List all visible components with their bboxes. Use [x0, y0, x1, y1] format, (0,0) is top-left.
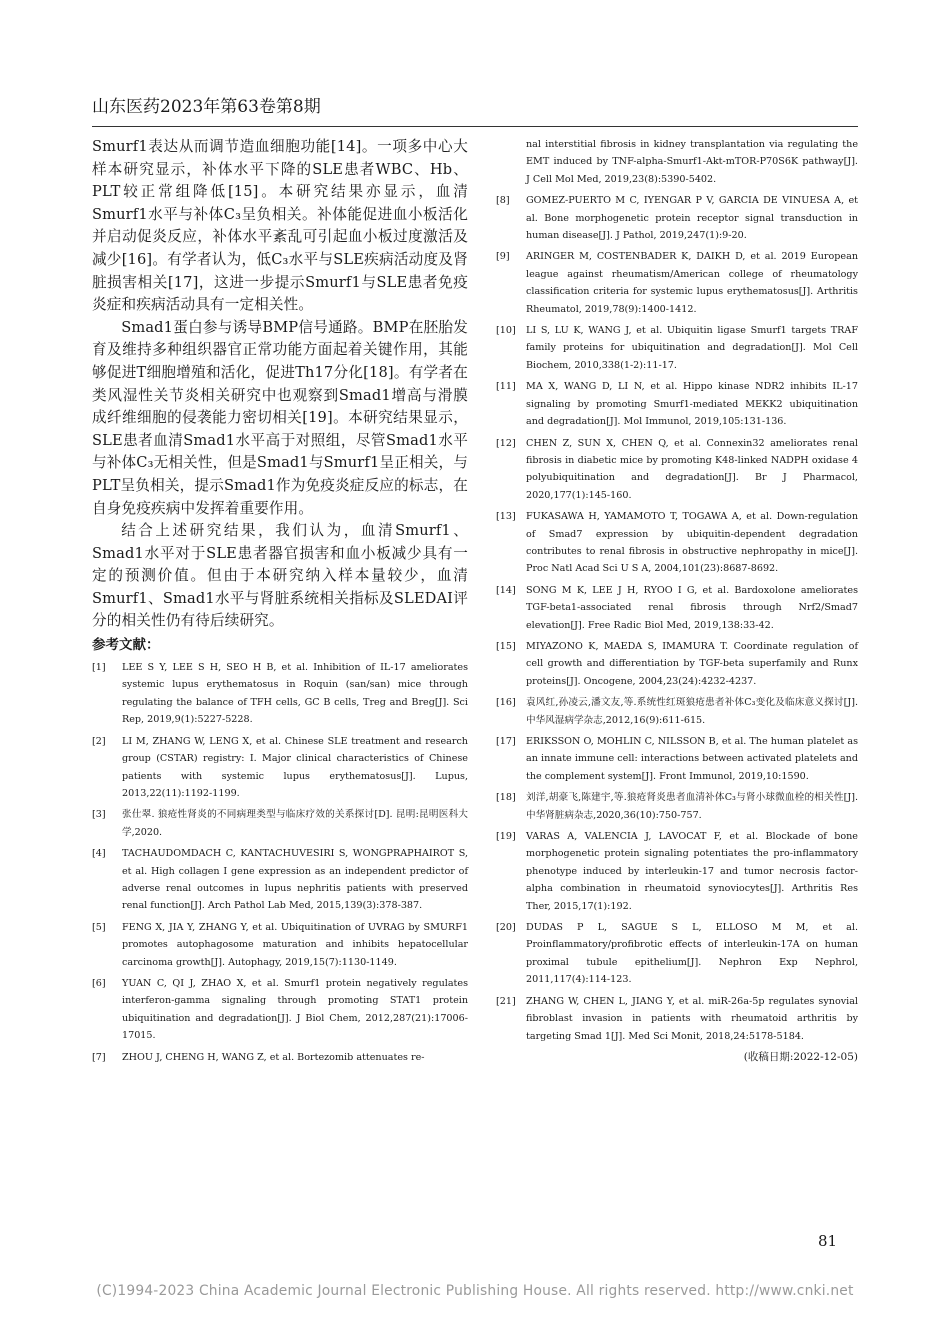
reference-text: ERIKSSON O, MOHLIN C, NILSSON B, et al. The human platelet as an innate immune cell: interactions between activated platelets and the complement system[J]. Front Immunol, 2019,10:1590. — [526, 736, 858, 782]
reference-text: SONG M K, LEE J H, RYOO I G, et al. Bardoxolone ameliorates TGF-beta1-associated renal fibrosis through Nrf2/Smad7 elevation[J]. Free Radic Biol Med, 2019,138:33-42. — [526, 584, 858, 631]
received-date: (收稿日期:2022-12-05) — [743, 1050, 858, 1063]
reference-item — [496, 919, 858, 989]
left-column — [92, 136, 468, 1070]
reference-item — [496, 508, 858, 578]
reference-text: YUAN C, QI J, ZHAO X, et al. Smurf1 protein negatively regulates interferon-gamma signaling through promoting STAT1 protein ubiquitination and degradation[J]. J Biol Chem, 2012,287(21):17006-17015. — [122, 977, 468, 1042]
reference-number: [15] — [496, 640, 516, 652]
reference-number: [13] — [496, 511, 516, 523]
reference-number: [19] — [496, 831, 516, 843]
reference-item — [92, 845, 468, 915]
reference-text: GOMEZ-PUERTO M C, IYENGAR P V, GARCIA DE VINUESA A, et al. Bone morphogenetic protein receptor signal transduction in human disease[J]. J Pathol, 2019,247(1):9-20. — [526, 195, 858, 242]
reference-text: LEE S Y, LEE S H, SEO H B, et al. Inhibition of IL-17 ameliorates systemic lupus erythematosus in Roquin (san/san) mice through regulating the balance of TFH cells, GC B cells, Treg and Breg[J]. Sci Rep, 2019,9(1):5227-5228. — [122, 662, 468, 726]
reference-number: [16] — [496, 697, 516, 709]
reference-text: 刘洋,胡豪飞,陈建宇,等.狼疮肾炎患者血清补体C₃与肾小球微血栓的相关性[J].中华肾脏病杂志,2020,36(10):750-757. — [526, 792, 858, 821]
reference-number: [7] — [92, 1051, 106, 1063]
reference-list-right — [496, 192, 858, 1045]
body-paragraph-1: Smurf1表达从而调节造血细胞功能[14]。一项多中心大样本研究显示，补体水平下降的SLE患者WBC、Hb、PLT较正常组降低[15]。本研究结果亦显示，血清Smurf1水平与补体C₃呈负相关。补体能促进血小板活化并启动促炎反应，补体水平紊乱可引起血小板过度激活及减少[16]。有学者认为，低C₃水平与SLE疾病活动度及肾脏损害相关[17]，这进一步提示Smurf1与SLE患者免疫炎症和疾病活动具有一定相关性。 — [92, 138, 468, 314]
reference-text: nal interstitial fibrosis in kidney transplantation via regulating the EMT induced by TNF-alpha-Smurf1-Akt-mTOR-P70S6K pathway[J]. J Cell Mol Med, 2019,23(8):5390-5402. — [526, 139, 858, 185]
reference-number: [20] — [496, 922, 516, 934]
reference-item — [496, 582, 858, 634]
reference-item — [496, 322, 858, 374]
reference-text: 张仕翠. 狼疮性肾炎的不同病理类型与临床疗效的关系探讨[D]. 昆明:昆明医科大学,2020. — [122, 809, 468, 838]
reference-item — [92, 659, 468, 729]
references-heading: 参考文献： — [92, 637, 160, 654]
reference-text: LI S, LU K, WANG J, et al. Ubiquitin ligase Smurf1 targets TRAF family proteins for ubiquitination and degradation[J]. Mol Cell Biochem, 2010,338(1-2):11-17. — [526, 325, 858, 371]
reference-item — [496, 733, 858, 785]
journal-header — [92, 96, 858, 127]
reference-number-spacer — [496, 136, 526, 188]
reference-number: [14] — [496, 584, 516, 596]
reference-number: [12] — [496, 437, 516, 449]
reference-item — [496, 993, 858, 1045]
reference-number: [1] — [92, 662, 106, 674]
reference-text: LI M, ZHANG W, LENG X, et al. Chinese SLE treatment and research group (CSTAR) registry: I. Major clinical characteristics of Chinese patients with systemic lupus erythematosus[J]. Lupus, 2013,22(11):1192-1199. — [122, 735, 468, 799]
reference-text: MA X, WANG D, LI N, et al. Hippo kinase NDR2 inhibits IL-17 signaling by promoting Smurf1-mediated MEKK2 ubiquitination and degradation[J]. Mol Immunol, 2019,105:131-136. — [526, 381, 858, 428]
reference-item-continued — [496, 136, 858, 188]
reference-number: [2] — [92, 735, 106, 747]
reference-number: [5] — [92, 921, 106, 933]
reference-number: [21] — [496, 995, 516, 1007]
reference-text: ARINGER M, COSTENBADER K, DAIKH D, et al. 2019 European league against rheumatism/American college of rheumatology classification criteria for systemic lupus erythematosus[J]. Arthritis Rheumatol, 2019,78(9):1400-1412. — [526, 251, 858, 315]
reference-item — [496, 789, 858, 824]
reference-text: MIYAZONO K, MAEDA S, IMAMURA T. Coordinate regulation of cell growth and differentiation by TGF-beta superfamily and Runx proteins[J]. Oncogene, 2004,23(24):4232-4237. — [526, 640, 858, 687]
reference-item — [92, 919, 468, 971]
reference-text: CHEN Z, SUN X, CHEN Q, et al. Connexin32 ameliorates renal fibrosis in diabetic mice by promoting K48-linked NADPH oxidase 4 polyubiquitination and degradation[J]. Br J Pharmacol, 2020,177(1):145-160. — [526, 437, 858, 501]
reference-text: DUDAS P L, SAGUE S L, ELLOSO M M, et al. Proinflammatory/profibrotic effects of interleukin-17A on human proximal tubule epithelium[J]. Nephron Exp Nephrol, 2011,117(4):114-123. — [526, 922, 858, 986]
reference-number: [17] — [496, 736, 516, 747]
reference-item — [496, 828, 858, 915]
body-paragraph-2: Smad1蛋白参与诱导BMP信号通路。BMP在胚胎发育及维持多种组织器官正常功能方面起着关键作用，其能够促进T细胞增殖和活化，促进Th17分化[18]。有学者在类风湿性关节炎相关研究中也观察到Smad1增高与滑膜成纤维细胞的侵袭能力密切相关[19]。本研究结果显示，SLE患者血清Smad1水平高于对照组，尽管Smad1水平与补体C₃无相关性，但是Smad1与Smurf1呈正相关，与PLT呈负相关，提示Smad1作为免疫炎症反应的标志，在自身免疫疾病中发挥着重要作用。 — [92, 318, 468, 517]
reference-item — [496, 694, 858, 729]
reference-text: TACHAUDOMDACH C, KANTACHUVESIRI S, WONGPRAPHAIROT S, et al. High collagen I gene expression as an independent predictor of adverse renal outcomes in lupus nephritis patients with preserved renal function[J]. Arch Pathol Lab Med, 2015,139(3):378-387. — [122, 848, 468, 912]
copyright-footer: (C)1994-2023 China Academic Journal Electronic Publishing House. All rights reserved. http://www.cnki.net — [96, 1283, 854, 1299]
reference-item — [496, 248, 858, 318]
reference-item — [496, 435, 858, 505]
reference-list-left — [92, 659, 468, 1066]
reference-item — [496, 638, 858, 690]
reference-item — [92, 975, 468, 1045]
right-column — [496, 136, 858, 1065]
reference-item — [92, 806, 468, 841]
body-paragraph-3: 结合上述研究结果，我们认为，血清Smurf1、Smad1水平对于SLE患者器官损害和血小板减少具有一定的预测价值。但由于本研究纳入样本量较少，血清Smurf1、Smad1水平与肾脏系统相关指标及SLEDAI评分的相关性仍有待后续研究。 — [92, 522, 468, 630]
reference-item — [92, 733, 468, 803]
reference-text: ZHOU J, CHENG H, WANG Z, et al. Bortezomib attenuates re- — [122, 1051, 425, 1063]
reference-item — [496, 378, 858, 430]
reference-number: [4] — [92, 848, 106, 860]
reference-text: 袁风红,孙凌云,潘文友,等.系统性红斑狼疮患者补体C₃变化及临床意义探讨[J].中华风湿病学杂志,2012,16(9):611-615. — [526, 697, 858, 726]
reference-item — [496, 192, 858, 244]
reference-text: VARAS A, VALENCIA J, LAVOCAT F, et al. Blockade of bone morphogenetic protein signaling potentiates the pro-inflammatory phenotype induced by interleukin-17 and tumor necrosis factor-alpha combination in rheumatoid synoviocytes[J]. Arthritis Res Ther, 2015,17(1):192. — [526, 831, 858, 912]
page-number: 81 — [818, 1232, 838, 1250]
reference-item — [92, 1049, 468, 1066]
reference-number: [6] — [92, 977, 106, 989]
reference-number: [10] — [496, 325, 516, 337]
reference-text: FUKASAWA H, YAMAMOTO T, TOGAWA A, et al. Down-regulation of Smad7 expression by ubiquitin-dependent degradation contributes to renal fibrosis in obstructive nephropathy in mice[J]. Proc Natl Acad Sci U S A, 2004,101(23):8687-8692. — [526, 511, 858, 575]
reference-text: FENG X, JIA Y, ZHANG Y, et al. Ubiquitination of UVRAG by SMURF1 promotes autophagosome maturation and inhibits hepatocellular carcinoma growth[J]. Autophagy, 2019,15(7):1130-1149. — [122, 921, 468, 968]
reference-number: [11] — [496, 381, 516, 393]
reference-number: [3] — [92, 809, 106, 821]
reference-number: [9] — [496, 251, 510, 263]
reference-number: [8] — [496, 195, 510, 207]
reference-text: ZHANG W, CHEN L, JIANG Y, et al. miR-26a-5p regulates synovial fibroblast invasion in patients with rheumatoid arthritis by targeting Smad 1[J]. Med Sci Monit, 2018,24:5178-5184. — [526, 995, 858, 1042]
reference-number: [18] — [496, 792, 516, 804]
journal-title: 山东医药2023年第63卷第8期 — [92, 97, 321, 117]
